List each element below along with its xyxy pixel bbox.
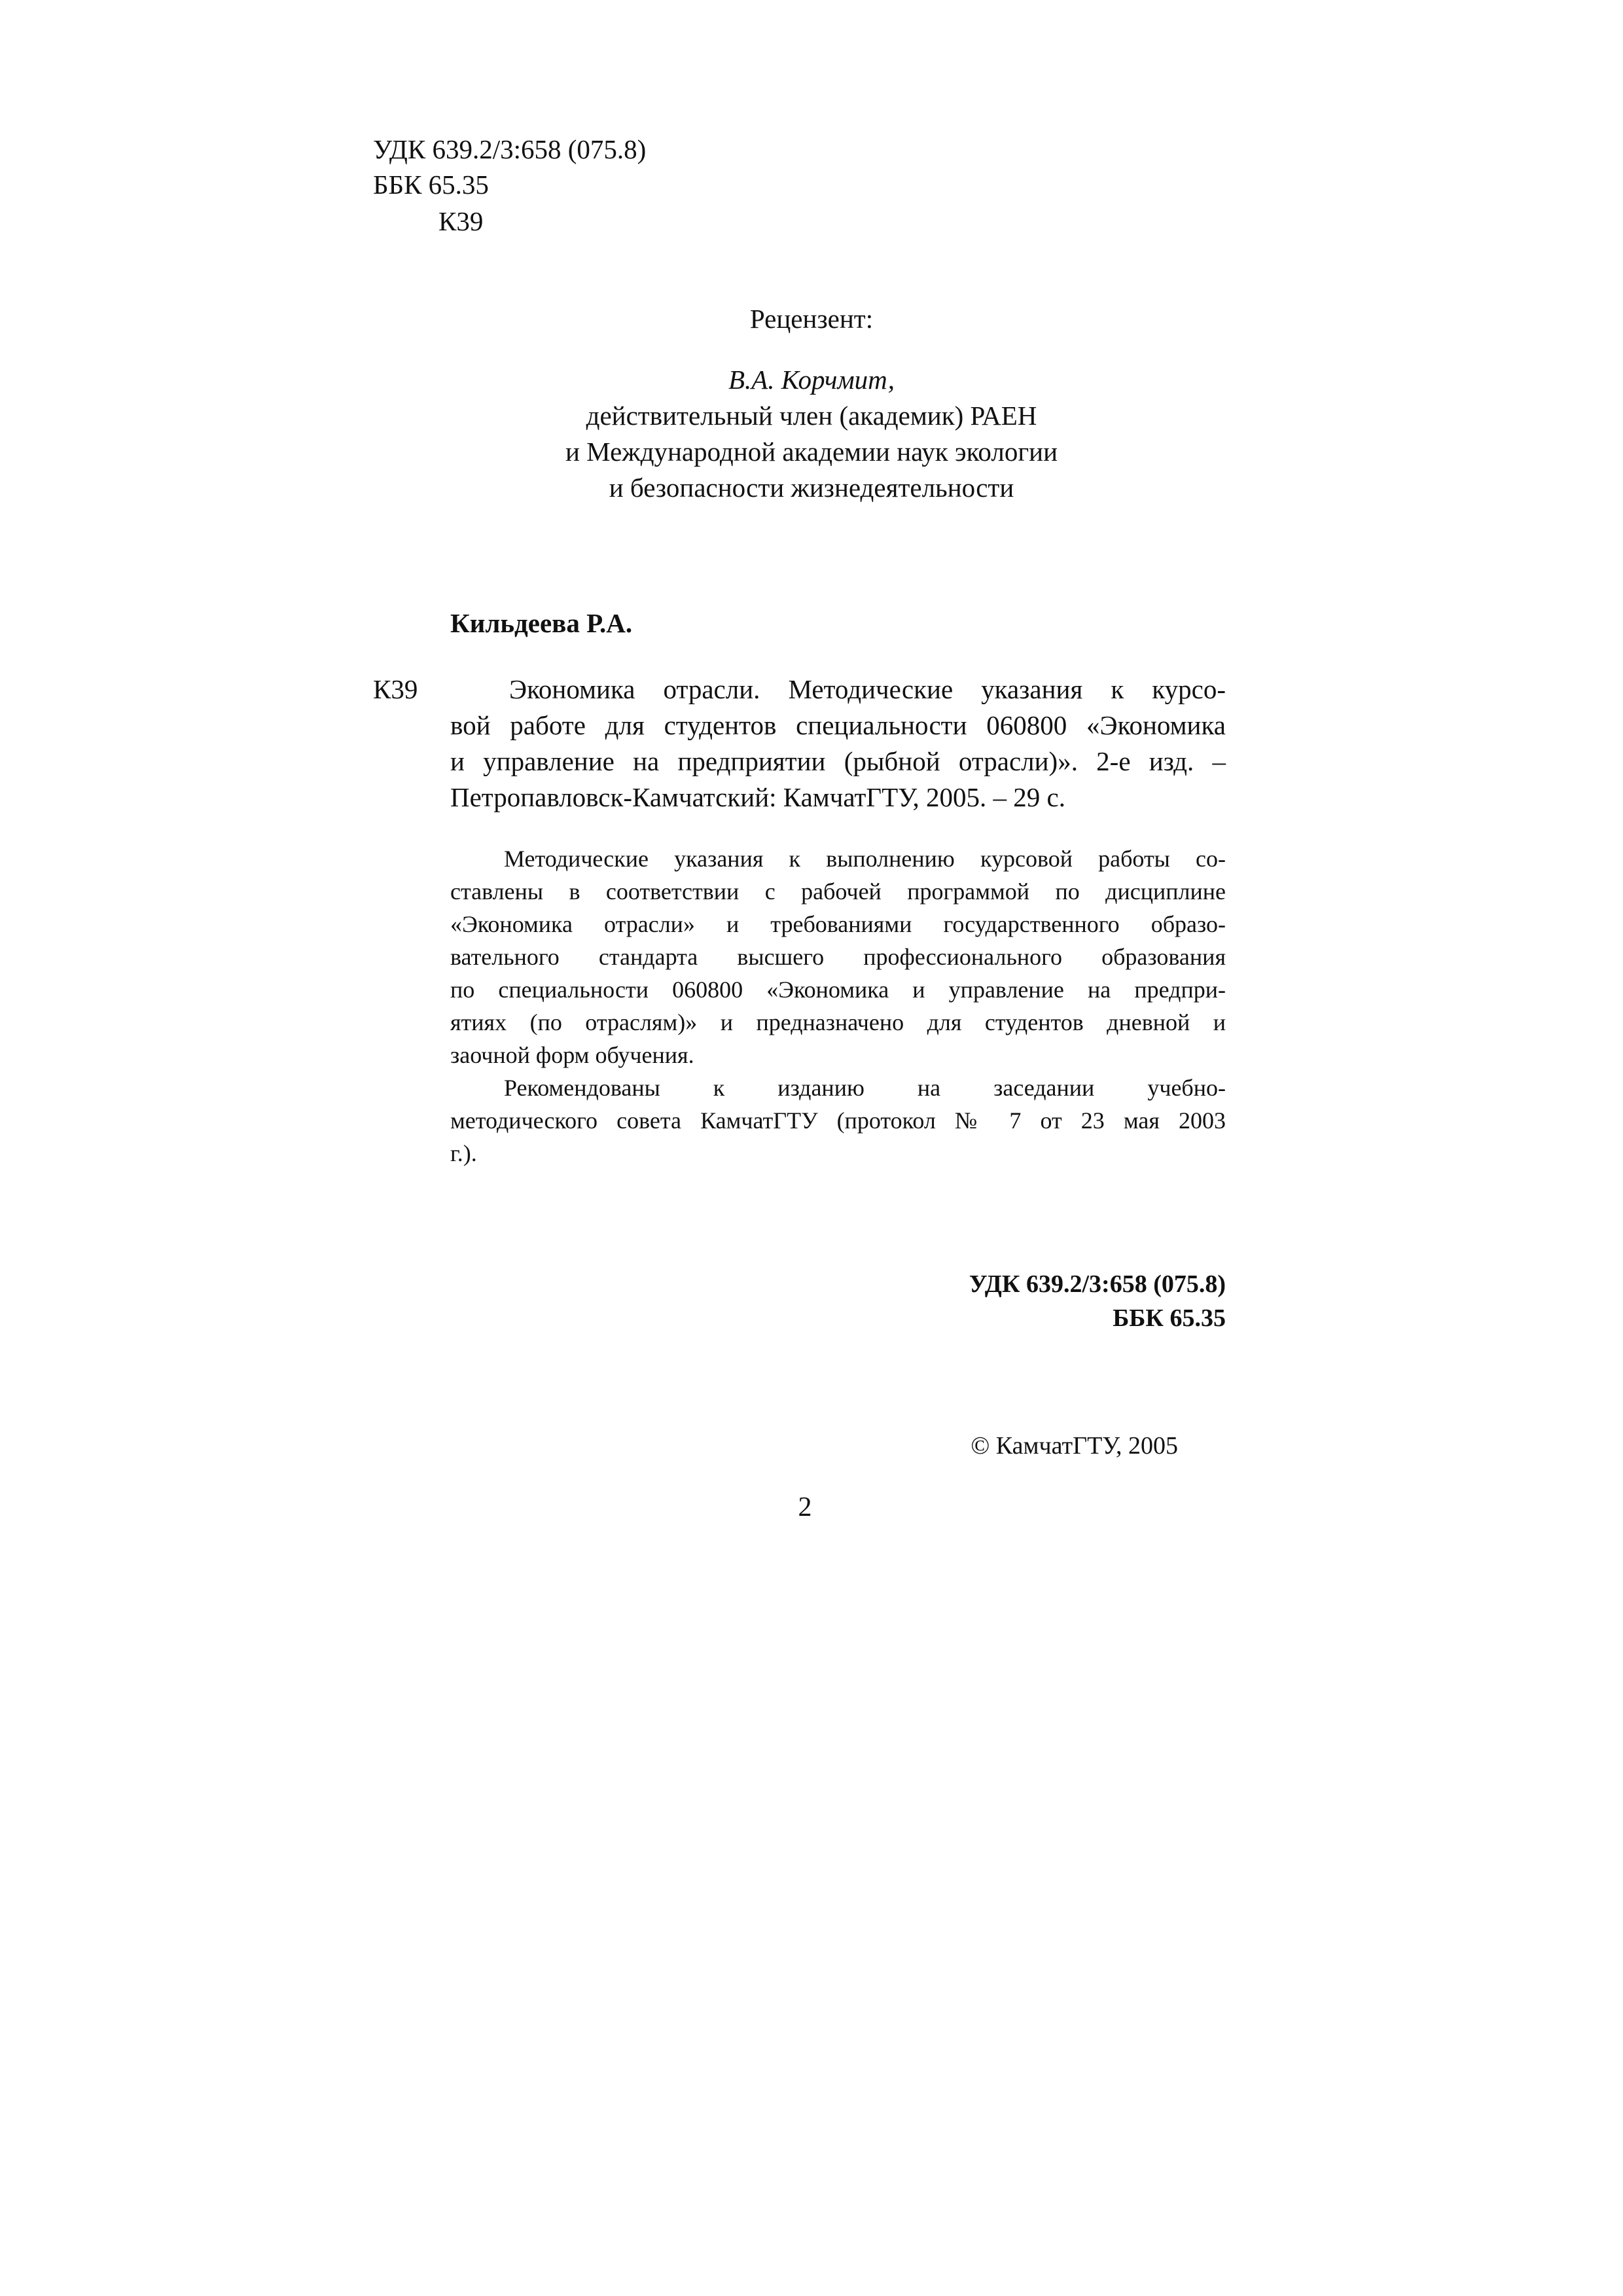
udk-code: УДК 639.2/3:658 (075.8) xyxy=(373,134,647,164)
page-number: 2 xyxy=(798,1492,812,1522)
annotation-line: Методические указания к выполнению курсовой работы со- xyxy=(504,846,1226,872)
reviewer-credentials-line: и Международной академии наук экологии xyxy=(565,437,1058,467)
bbk-code: ББК 65.35 xyxy=(373,170,489,200)
annotation-line: «Экономика отрасли» и требованиями государственного образо- xyxy=(450,911,1226,937)
description-author-mark: К39 xyxy=(373,674,418,704)
description-line: Петропавловск-Камчатский: КамчатГТУ, 2005. – 29 с. xyxy=(450,782,1065,812)
annotation-line: г.). xyxy=(450,1140,477,1166)
description-line: и управление на предприятии (рыбной отрасли)». 2-е изд. – xyxy=(450,746,1226,776)
annotation-line: ставлены в соответствии с рабочей программой по дисциплине xyxy=(450,878,1226,905)
annotation-line: вательного стандарта высшего профессионального образования xyxy=(450,944,1226,970)
author-mark: К39 xyxy=(438,206,484,236)
annotation-line: методического совета КамчатГТУ (протокол № 7 от 23 мая 2003 xyxy=(450,1107,1226,1134)
udk-code-bottom: УДК 639.2/3:658 (075.8) xyxy=(969,1270,1226,1298)
bbk-code-bottom: ББК 65.35 xyxy=(1113,1304,1226,1332)
copyright-notice: © КамчатГТУ, 2005 xyxy=(971,1432,1178,1460)
annotation-line: Рекомендованы к изданию на заседании учебно- xyxy=(504,1075,1226,1101)
author-name: Кильдеева Р.А. xyxy=(450,608,633,638)
description-line: Экономика отрасли. Методические указания к курсо- xyxy=(509,674,1226,704)
reviewer-label: Рецензент: xyxy=(749,304,874,334)
description-line: вой работе для студентов специальности 060800 «Экономика xyxy=(450,710,1226,740)
annotation-line: по специальности 060800 «Экономика и управление на предпри- xyxy=(450,977,1226,1003)
annotation-line: заочной форм обучения. xyxy=(450,1042,694,1068)
reviewer-name: В.А. Корчмит, xyxy=(728,365,895,395)
reviewer-credentials-line: действительный член (академик) РАЕН xyxy=(586,401,1037,431)
reviewer-credentials-line: и безопасности жизнедеятельности xyxy=(609,473,1014,503)
annotation-line: ятиях (по отраслям)» и предназначено для студентов дневной и xyxy=(450,1009,1226,1035)
